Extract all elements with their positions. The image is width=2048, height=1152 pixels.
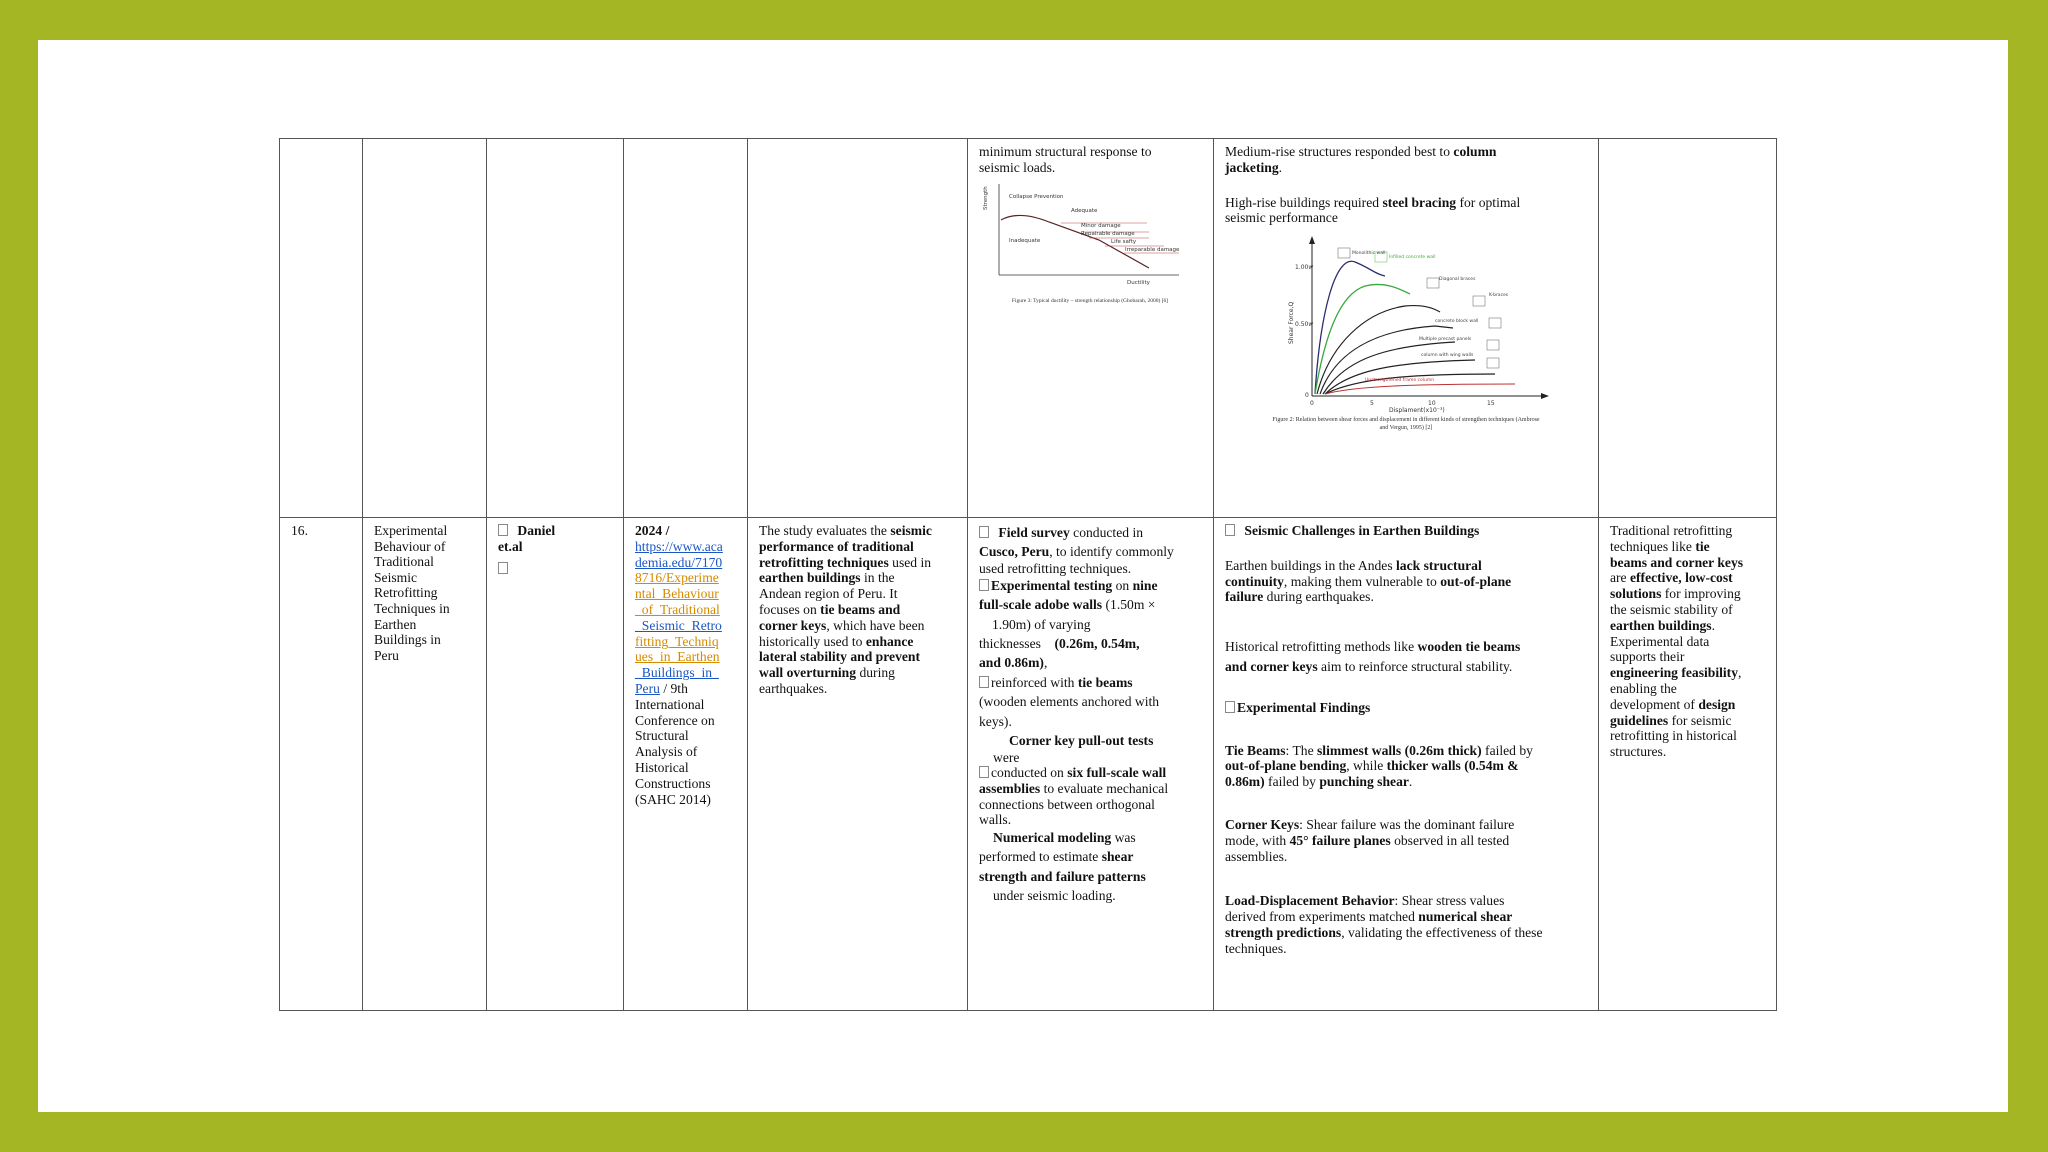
fig3-xlabel: Ductility [1127,279,1150,286]
text-line: development of design [1610,696,1736,712]
fig3-caption: Figure 3: Typical ductility – strength relationship (Ghobarah, 2000) [6] [1011,297,1169,304]
figure-shear-displacement [1225,234,1587,434]
text-line: Experimental testing on nine [979,576,1202,595]
cell-findings-prev [1214,139,1599,518]
text-line: the seismic stability of [1610,601,1733,617]
venue-line: Conference on [635,712,715,728]
fig2-curve-label: concrete block wall [1435,319,1479,325]
text-line: jacketing. [1225,159,1283,175]
text-line: under seismic loading. [993,888,1116,904]
cell-empty [1599,139,1777,518]
fig2-ytick: 0.50w [1295,321,1314,329]
venue-line: Structural [635,728,689,744]
text-line: walls. [979,812,1012,828]
bullet-box-icon [498,562,508,574]
table-row-16 [280,518,1777,1011]
title-line: Earthen [374,616,417,632]
cell-year-source [624,518,748,1011]
text-line: Corner key pull-out tests [1009,733,1154,749]
cell-conclusion [1599,518,1777,1011]
text-line: continuity, making them vulnerable to out-of-plane [1225,573,1512,589]
fig3-label: Repairable damage [1081,230,1135,237]
venue-line: Constructions [635,775,711,791]
fig2-curve-label: Multiple precast panels [1419,337,1472,343]
text-line: techniques. [1225,940,1287,956]
text-line: Cusco, Peru, to identify commonly [979,544,1174,560]
text-line: mode, with 45° failure planes observed in all tested [1225,832,1510,848]
text-line: seismic performance [1225,210,1338,226]
text-line: The study evaluates the seismic [759,523,932,538]
fig2-caption: Figure 2: Relation between shear forces and displacement in different kinds of strengthen techniques (Ambrose [1272,417,1540,424]
fig2-curve-label: K-braces [1489,293,1509,299]
cell-row-number [280,518,363,1011]
text-line: focuses on tie beams and [759,601,901,617]
title-line: Seismic [374,569,418,585]
text-line: High-rise buildings required steel bracing for optimal [1225,194,1521,210]
venue-line: Analysis of [635,744,698,760]
fig2-xtick: 10 [1428,400,1436,408]
cell-empty [748,139,968,518]
text-line: Andean region of Peru. It [759,586,898,602]
text-line: seismic loads. [979,159,1056,175]
bullet-box-icon [1225,524,1235,536]
text-line: assemblies. [1225,848,1288,864]
text-line: conducted on six full-scale wall [979,765,1202,781]
fig3-label: Collapse Prevention [1009,193,1064,200]
text-line: historically used to enhance [759,633,914,649]
cell-empty [280,139,363,518]
cell-methodology-prev [968,139,1214,518]
paper-link-end[interactable]: Peru [635,680,660,696]
text-line: performed to estimate shear [979,849,1134,865]
text-line: earthen buildings. [1610,617,1716,633]
title-line: Experimental [374,523,448,538]
fig2-curve-label: Unstrengthened frame column [1365,378,1435,384]
text-line: structures. [1610,744,1667,760]
text-line: failure during earthquakes. [1225,589,1374,605]
author-line: et.al [498,538,523,554]
text-line: corner keys, which have been [759,617,925,633]
text-line: Traditional retrofitting [1610,523,1733,538]
text-line: Experimental data [1610,633,1710,649]
text-line: full-scale adobe walls (1.50m × [979,597,1156,613]
text-line: reinforced with tie beams [979,673,1202,692]
text-line: 0.86m) failed by punching shear. [1225,774,1413,790]
bullet-box-icon [498,524,508,536]
heading: Experimental Findings [1225,700,1587,716]
fig2-ytick: 1.00w [1295,264,1314,272]
fig2-caption: and Vergun, 1995) [2] [1379,425,1433,432]
text-line: beams and corner keys [1610,554,1744,570]
fig3-ylabel: Strength [983,185,989,210]
text-line: keys). [979,713,1012,729]
cell-empty [363,139,487,518]
cell-author [487,518,624,1011]
text-line: techniques like tie [1610,538,1710,554]
literature-review-table [279,138,1777,1011]
cell-findings [1214,518,1599,1011]
heading: Seismic Challenges in Earthen Buildings [1225,523,1587,539]
text-line: Earthen buildings in the Andes lack structural [1225,557,1482,573]
text-line: performance of traditional [759,538,914,554]
fig3-label: Minor damage [1081,222,1121,229]
text-line: used retrofitting techniques. [979,560,1132,576]
text-line: out-of-plane bending, while thicker walls (0.54m & [1225,758,1519,774]
text-line: Medium-rise structures responded best to column [1225,144,1497,159]
text-line: (wooden elements anchored with [979,694,1160,710]
fig2-xtick: 15 [1487,400,1495,408]
text-line: Load-Displacement Behavior: Shear stress values [1225,893,1505,909]
text-line: retrofitting in historical [1610,728,1737,744]
text-line: 1.90m) of varying [992,616,1091,632]
cell-methodology [968,518,1214,1011]
row-number: 16. [291,523,308,538]
text-line: wall overturning during [759,665,895,681]
text-line: were [993,750,1020,766]
empty-bullet [498,561,612,577]
text-line: derived from experiments matched numerical shear [1225,909,1513,925]
text-line: thicknesses (0.26m, 0.54m, [979,636,1140,652]
bullet-box-icon [979,526,989,538]
text-line: are effective, low-cost [1610,570,1733,586]
text-line: and 0.86m), [979,655,1048,671]
title-line: Peru [374,647,399,663]
venue-line: Peru / 9th [635,680,688,696]
fig3-label: Inadequate [1009,237,1041,244]
text-line: connections between orthogonal [979,796,1155,812]
fig3-label: Adequate [1071,207,1098,214]
year: 2024 / [635,523,670,538]
text-line: and corner keys aim to reinforce structural stability. [1225,658,1513,674]
text-line: Corner Keys: Shear failure was the dominant failure [1225,816,1515,832]
fig2-curve-label: column with wing walls [1421,353,1474,359]
text-line: supports their [1610,649,1685,665]
venue-line: Historical [635,759,689,775]
title-line: Buildings in [374,632,441,648]
text-line: earthquakes. [759,680,828,696]
text-line: Historical retrofitting methods like wooden tie beams [1225,639,1521,655]
bullet-box-icon [979,676,989,688]
text-line: strength predictions, validating the effectiveness of these [1225,924,1543,940]
table-row-continued [280,139,1777,518]
title-line: Behaviour of [374,538,446,554]
fig3-label: Irreparable damage [1125,246,1180,253]
text-line: Numerical modeling was [993,829,1136,845]
fig3-label: Life safty [1111,238,1137,245]
fig2-curve-label: Infilled concrete wall [1389,255,1436,261]
cell-empty [487,139,624,518]
text-line: lateral stability and prevent [759,649,920,665]
fig2-curve-label: Diagonal braces [1439,277,1476,283]
fig2-ylabel: Shear Force,Q [1288,301,1295,345]
fig2-curve-label: Monolithic wall [1352,251,1386,257]
text-line: retrofitting techniques used in [759,554,932,570]
text-line: minimum structural response to [979,144,1152,159]
paper-link[interactable]: https://www.aca demia.edu/7170 8716/Experime ntal_Behaviour _of_Traditional _Seismic_Retro fitting_Techniq ues_in_Earthen _Buildings_in_ [635,538,723,681]
text-line: strength and failure patterns [979,868,1146,884]
text-line: assemblies to evaluate mechanical [979,781,1169,797]
cell-title [363,518,487,1011]
text-line: earthen buildings in the [759,570,895,586]
text-line: enabling the [1610,680,1677,696]
fig2-xlabel: Displament(x10⁻³) [1389,407,1445,415]
title-line: Traditional [374,554,434,570]
text-line: guidelines for seismic [1610,712,1732,728]
fig2-xtick: 0 [1310,400,1314,408]
venue-line: International [635,696,705,712]
bullet-box-icon [1225,701,1235,713]
cell-objective [748,518,968,1011]
text-line: solutions for improving [1610,586,1741,602]
bullet-box-icon [979,579,989,591]
fig2-xtick: 5 [1370,400,1374,408]
venue-line: (SAHC 2014) [635,791,711,807]
bullet-box-icon [979,766,989,778]
title-line: Retrofitting [374,585,438,601]
cell-empty [624,139,748,518]
title-line: Techniques in [374,600,450,616]
text-line: Field survey conducted in [979,523,1202,542]
fig2-ytick: 0 [1305,392,1309,400]
text-line: engineering feasibility, [1610,665,1742,681]
figure-ductility-strength [979,180,1201,305]
author-line: Daniel [498,523,612,539]
text-line: Tie Beams: The slimmest walls (0.26m thick) failed by [1225,742,1533,758]
